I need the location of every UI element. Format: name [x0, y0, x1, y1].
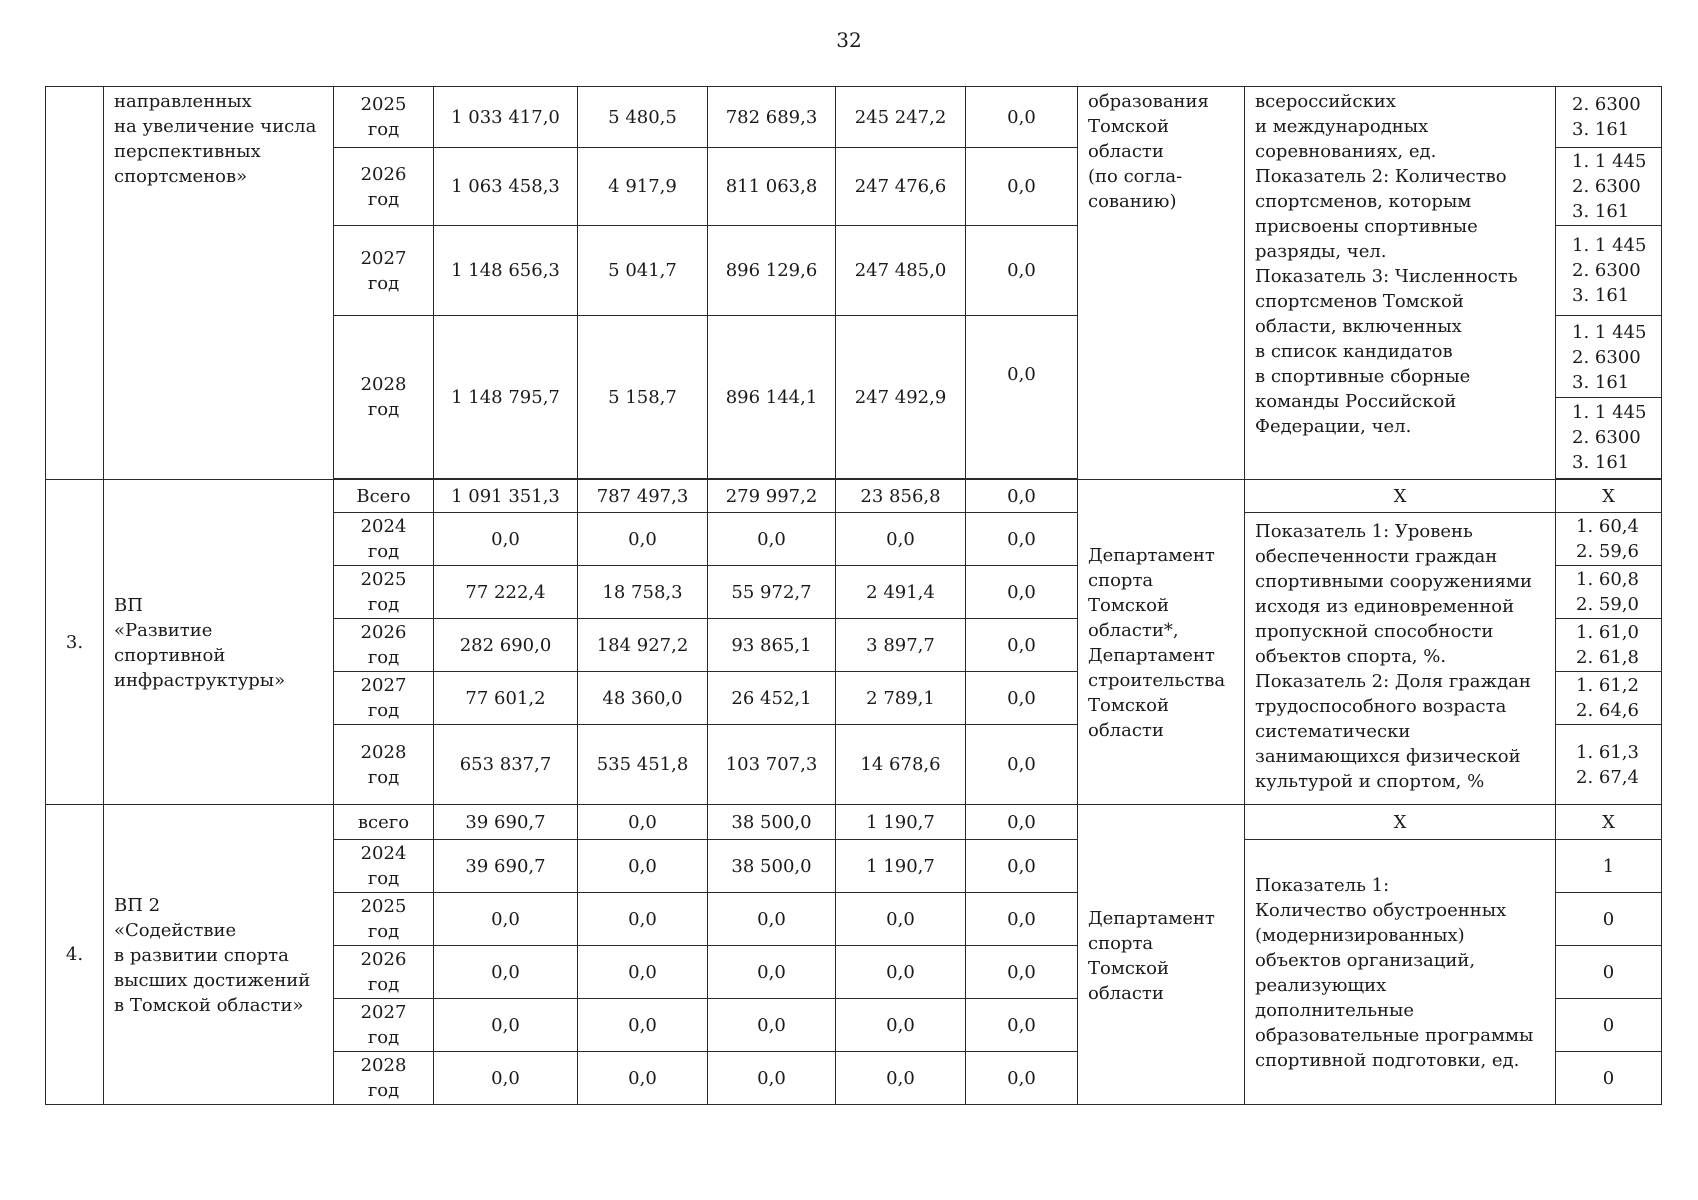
subprogram-name: ВП «Развитие спортивной инфраструктуры»	[104, 480, 334, 805]
target-cell: 1. 1 445 2. 6300 3. 161	[1556, 316, 1661, 398]
municipal-cell: 245 247,2	[836, 87, 966, 148]
federal-cell: 5 041,7	[578, 226, 708, 316]
other-cell: 0,0	[966, 672, 1078, 725]
year-cell: 2028 год	[334, 316, 434, 479]
municipal-cell: 2 789,1	[836, 672, 966, 725]
target-cell: 1. 61,0 2. 61,8	[1556, 619, 1662, 672]
total-cell: 1 091 351,3	[434, 480, 578, 513]
regional-cell: 896 144,1	[708, 316, 836, 479]
federal-cell: 0,0	[578, 946, 708, 999]
total-cell: 77 601,2	[434, 672, 578, 725]
year-cell: 2025 год	[334, 87, 434, 148]
other-cell: 0,0	[966, 946, 1078, 999]
municipal-cell: 23 856,8	[836, 480, 966, 513]
municipal-cell: 247 492,9	[836, 316, 966, 479]
year-cell: 2026 год	[334, 148, 434, 226]
year-cell: 2024 год	[334, 513, 434, 566]
total-cell: 1 033 417,0	[434, 87, 578, 148]
table-row	[46, 87, 1662, 148]
municipal-cell: 0,0	[836, 1052, 966, 1105]
municipal-cell: 1 190,7	[836, 840, 966, 893]
municipal-cell: 14 678,6	[836, 725, 966, 805]
year-cell: 2026 год	[334, 619, 434, 672]
other-cell: 0,0	[966, 87, 1078, 148]
total-cell: 0,0	[434, 1052, 578, 1105]
municipal-cell: 3 897,7	[836, 619, 966, 672]
municipal-cell: 247 476,6	[836, 148, 966, 226]
regional-cell: 103 707,3	[708, 725, 836, 805]
year-cell: 2027 год	[334, 226, 434, 316]
regional-cell: 279 997,2	[708, 480, 836, 513]
federal-cell: 787 497,3	[578, 480, 708, 513]
municipal-cell: 0,0	[836, 946, 966, 999]
regional-cell: 0,0	[708, 1052, 836, 1105]
target-cell: 0	[1556, 946, 1662, 999]
federal-cell: 0,0	[578, 1052, 708, 1105]
federal-cell: 0,0	[578, 840, 708, 893]
other-cell: 0,0	[966, 999, 1078, 1052]
target-header: Х	[1556, 480, 1662, 513]
federal-cell: 184 927,2	[578, 619, 708, 672]
responsible-cell: Департамент спорта Томской области	[1078, 805, 1245, 1105]
indicator-cell: Показатель 1: Количество обустроенных (модернизированных) объектов организаций, реализующих дополнительные образовательные программы спортивной подготовки, ед.	[1245, 840, 1556, 1105]
other-cell: 0,0	[966, 1052, 1078, 1105]
federal-cell: 5 480,5	[578, 87, 708, 148]
target-cell: 1. 61,2 2. 64,6	[1556, 672, 1662, 725]
year-cell: 2028 год	[334, 725, 434, 805]
total-cell: 1 063 458,3	[434, 148, 578, 226]
subprogram-name: ВП 2 «Содействие в развитии спорта высших достижений в Томской области»	[104, 805, 334, 1105]
year-cell: 2025 год	[334, 893, 434, 946]
total-cell: 0,0	[434, 999, 578, 1052]
municipal-cell: 1 190,7	[836, 805, 966, 840]
federal-cell: 18 758,3	[578, 566, 708, 619]
total-cell: 653 837,7	[434, 725, 578, 805]
municipal-cell: 247 485,0	[836, 226, 966, 316]
target-cell: 1. 1 445 2. 6300 3. 161	[1572, 402, 1647, 473]
regional-cell: 38 500,0	[708, 840, 836, 893]
municipal-cell: 2 491,4	[836, 566, 966, 619]
regional-cell: 0,0	[708, 893, 836, 946]
target-cell: 0	[1556, 999, 1662, 1052]
year-cell: 2028 год	[334, 1052, 434, 1105]
federal-cell: 0,0	[578, 513, 708, 566]
other-cell: 0,0	[966, 619, 1078, 672]
federal-cell: 4 917,9	[578, 148, 708, 226]
other-cell: 0,0	[966, 480, 1078, 513]
year-cell: 2027 год	[334, 672, 434, 725]
indicator-header: Х	[1245, 480, 1556, 513]
target-cell: 1. 61,3 2. 67,4	[1556, 725, 1662, 805]
page-number: 32	[836, 28, 862, 52]
indicator-cell: Показатель 1: Уровень обеспеченности граждан спортивными сооружениями исходя из единовременной пропускной способности объектов спорта, %. Показатель 2: Доля граждан трудоспособного возраста систематически занимающихся физической культурой и спортом, %	[1245, 513, 1556, 805]
total-cell: 0,0	[434, 893, 578, 946]
year-cell: всего	[334, 805, 434, 840]
total-cell: 39 690,7	[434, 840, 578, 893]
row-number: 3.	[46, 480, 104, 805]
federal-cell: 48 360,0	[578, 672, 708, 725]
target-cell: 1. 1 445 2. 6300 3. 161	[1556, 226, 1662, 316]
target-cell: 1. 60,4 2. 59,6	[1556, 513, 1662, 566]
other-cell: 0,0	[966, 316, 1078, 479]
total-cell: 0,0	[434, 946, 578, 999]
regional-cell: 896 129,6	[708, 226, 836, 316]
regional-cell: 26 452,1	[708, 672, 836, 725]
year-cell: 2025 год	[334, 566, 434, 619]
target-cell: 1	[1556, 840, 1662, 893]
other-cell: 0,0	[966, 566, 1078, 619]
target-cell: 1. 60,8 2. 59,0	[1556, 566, 1662, 619]
total-cell: 0,0	[434, 513, 578, 566]
federal-cell: 0,0	[578, 805, 708, 840]
indicator-header: Х	[1245, 805, 1556, 840]
total-cell: 39 690,7	[434, 805, 578, 840]
target-cell: 0	[1556, 1052, 1662, 1105]
target-cell: 0	[1556, 893, 1662, 946]
regional-cell: 782 689,3	[708, 87, 836, 148]
row-number: 4.	[46, 805, 104, 1105]
year-cell: 2024 год	[334, 840, 434, 893]
municipal-cell: 0,0	[836, 513, 966, 566]
year-cell: 2026 год	[334, 946, 434, 999]
regional-cell: 38 500,0	[708, 805, 836, 840]
row-number-cell	[46, 87, 104, 480]
federal-cell: 535 451,8	[578, 725, 708, 805]
municipal-cell: 0,0	[836, 999, 966, 1052]
other-cell: 0,0	[966, 226, 1078, 316]
total-cell: 77 222,4	[434, 566, 578, 619]
federal-cell: 5 158,7	[578, 316, 708, 479]
regional-cell: 0,0	[708, 946, 836, 999]
indicator-cell: всероссийских и международных соревнованиях, ед. Показатель 2: Количество спортсменов, которым присвоены спортивные разряды, чел. Показатель 3: Численность спортсменов Томской области, включенных в список кандидатов в спортивные сборные команды Российской Федерации, чел.	[1245, 87, 1556, 480]
other-cell: 0,0	[966, 148, 1078, 226]
year-cell: Всего	[334, 480, 434, 513]
target-cell: 1. 1 445 2. 6300 3. 161	[1556, 148, 1662, 226]
federal-cell: 0,0	[578, 893, 708, 946]
year-cell: 2027 год	[334, 999, 434, 1052]
total-cell: 1 148 795,7	[434, 316, 578, 479]
target-stack	[1556, 316, 1662, 479]
responsible-cell: Департамент спорта Томской области*, Департамент строительства Томской области	[1078, 480, 1245, 805]
regional-cell: 0,0	[708, 999, 836, 1052]
regional-cell: 811 063,8	[708, 148, 836, 226]
other-cell: 0,0	[966, 893, 1078, 946]
event-name: направленных на увеличение числа перспективных спортсменов»	[104, 87, 334, 480]
table-row	[46, 805, 1662, 840]
program-table	[45, 86, 1662, 1105]
federal-cell: 0,0	[578, 999, 708, 1052]
other-cell: 0,0	[966, 725, 1078, 805]
regional-cell: 0,0	[708, 513, 836, 566]
table-row	[46, 480, 1662, 513]
target-cell: 2. 6300 3. 161	[1556, 87, 1662, 148]
municipal-cell: 0,0	[836, 893, 966, 946]
regional-cell: 55 972,7	[708, 566, 836, 619]
responsible-cell: образования Томской области (по согла- сованию)	[1078, 87, 1245, 480]
other-cell: 0,0	[966, 840, 1078, 893]
total-cell: 282 690,0	[434, 619, 578, 672]
target-header: Х	[1556, 805, 1662, 840]
other-cell: 0,0	[966, 513, 1078, 566]
total-cell: 1 148 656,3	[434, 226, 578, 316]
other-cell: 0,0	[966, 805, 1078, 840]
regional-cell: 93 865,1	[708, 619, 836, 672]
